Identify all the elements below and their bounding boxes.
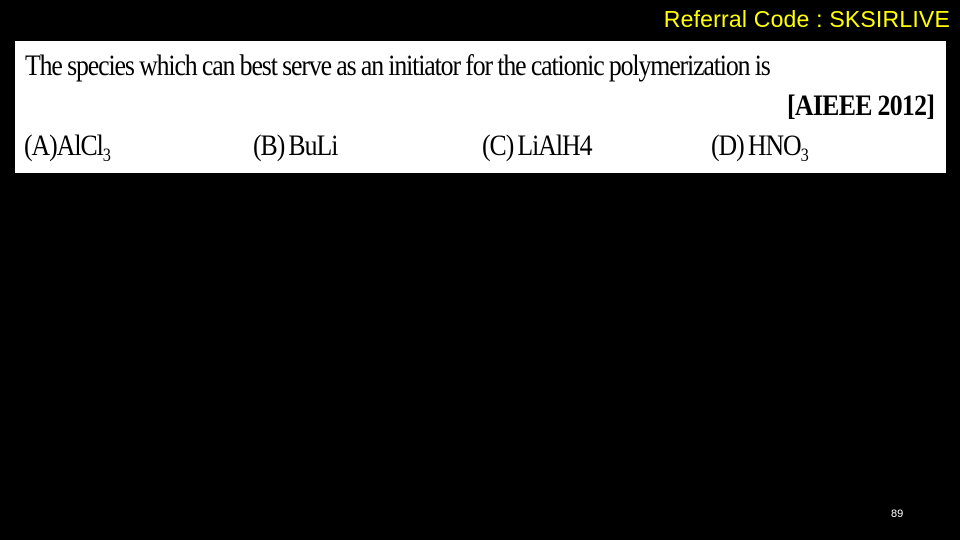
option-d-subscript: 3 <box>800 145 808 166</box>
option-b[interactable] <box>253 129 337 163</box>
option-d[interactable] <box>711 129 808 166</box>
option-a-text: AlCl <box>56 129 103 162</box>
option-a-label: (A) <box>24 129 57 162</box>
question-text: The species which can best serve as an initiator for the cationic polymerization is <box>25 49 770 82</box>
referral-code-label: Referral Code : SKSIRLIVE <box>663 6 950 32</box>
slide-number: 89 <box>891 508 904 520</box>
option-c[interactable] <box>482 129 592 163</box>
option-d-text: HNO <box>747 129 801 162</box>
option-b-text: BuLi <box>288 129 338 162</box>
question-box <box>15 41 946 173</box>
option-c-label: (C) <box>482 129 514 162</box>
option-a[interactable] <box>24 129 110 166</box>
option-c-text: LiAlH4 <box>517 129 592 162</box>
option-a-subscript: 3 <box>102 145 110 166</box>
option-b-label: (B) <box>253 129 285 162</box>
exam-tag: [AIEEE 2012] <box>786 89 934 122</box>
option-d-label: (D) <box>711 129 744 162</box>
